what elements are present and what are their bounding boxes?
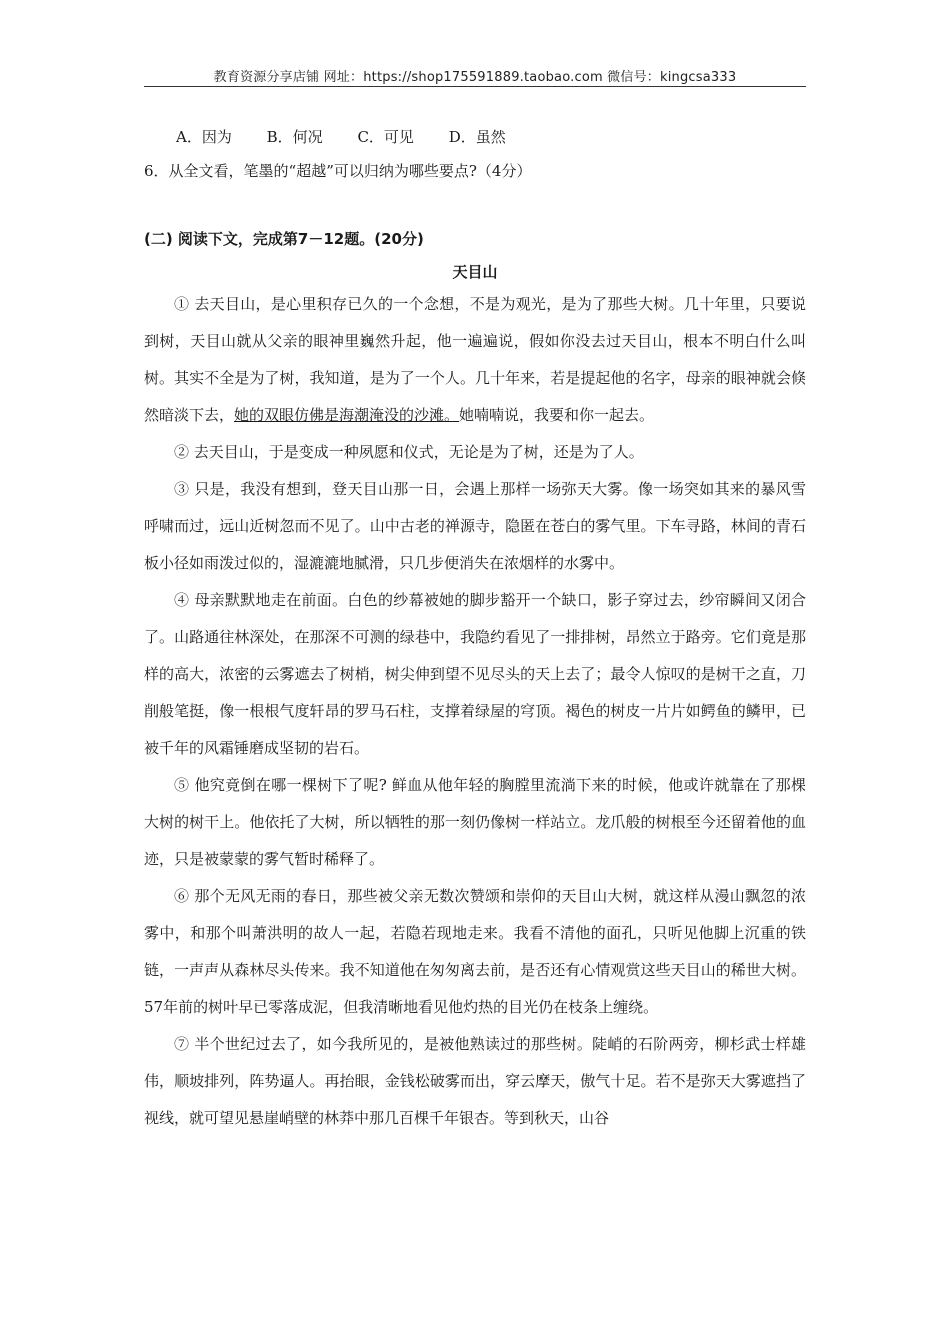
paragraph-6: ⑥ 那个无风无雨的春日，那些被父亲无数次赞颂和崇仰的天目山大树，就这样从漫山飘忽的浓雾中，和那个叫萧洪明的故人一起，若隐若现地走来。我看不清他的面孔，只听见他脚上沉重的铁链，一声声从森林尽头传来。我不知道他在匆匆离去前，是否还有心情观赏这些天目山的稀世大树。57年前的树叶早已零落成泥，但我清晰地看见他灼热的目光仍在枝条上缠绕。 bbox=[144, 887, 806, 1016]
option-b: B．何况 bbox=[266, 128, 323, 146]
paragraph-7: ⑦ 半个世纪过去了，如今我所见的，是被他熟读过的那些树。陡峭的石阶两旁，柳杉武士样雄伟，顺坡排列，阵势逼人。再抬眼，金钱松破雾而出，穿云摩天，傲气十足。若不是弥天大雾遮挡了视线，就可望见悬崖峭壁的林莽中那几百棵千年银杏。等到秋天，山谷 bbox=[144, 1035, 806, 1127]
paragraph-5: ⑤ 他究竟倒在哪一棵树下了呢? 鲜血从他年轻的胸膛里流淌下来的时候，他或许就靠在了那棵大树的树干上。他依托了大树，所以牺牲的那一刻仍像树一样站立。龙爪般的树根至今还留着他的血迹，只是被蒙蒙的雾气暂时稀释了。 bbox=[144, 776, 806, 868]
answer-options bbox=[176, 126, 536, 147]
option-c: C．可见 bbox=[357, 128, 414, 146]
page-header: 教育资源分享店铺 网址：https://shop175591889.taobao.com 微信号：kingcsa333 bbox=[213, 70, 737, 85]
question-6: 6．从全文看，笔墨的“超越”可以归纳为哪些要点?（4分） bbox=[144, 162, 532, 180]
paragraph-1: ① 去天目山，是心里积存已久的一个念想，不是为观光，是为了那些大树。几十年里，只要说到树，天目山就从父亲的眼神里巍然升起，他一遍遍说，假如你没去过天目山，根本不明白什么叫树。其实不全是为了树，我知道，是为了一个人。几十年来，若是提起他的名字，母亲的眼神就会倏然暗淡下去，她的双眼仿佛是海潮淹没的沙滩。她喃喃说，我要和你一起去。 bbox=[144, 295, 806, 424]
article-title: 天目山 bbox=[452, 263, 498, 281]
section-heading: (二) 阅读下文，完成第7－12题。(20分) bbox=[144, 230, 424, 248]
header-divider bbox=[144, 86, 806, 87]
underlined-sentence: 她的双眼仿佛是海潮淹没的沙滩。 bbox=[234, 406, 460, 424]
paragraph-2: ② 去天目山，于是变成一种夙愿和仪式，无论是为了树，还是为了人。 bbox=[174, 443, 644, 461]
article-body bbox=[144, 286, 806, 1137]
option-a: A．因为 bbox=[176, 128, 232, 146]
option-d: D．虽然 bbox=[448, 128, 506, 146]
paragraph-4: ④ 母亲默默地走在前面。白色的纱幕被她的脚步豁开一个缺口，影子穿过去，纱帘瞬间又闭合了。山路通往林深处，在那深不可测的绿巷中，我隐约看见了一排排树，昂然立于路旁。它们竟是那样的高大，浓密的云雾遮去了树梢，树尖伸到望不见尽头的天上去了；最令人惊叹的是树干之直，刀削般笔挺，像一根根气度轩昂的罗马石柱，支撑着绿屋的穹顶。褐色的树皮一片片如鳄鱼的鳞甲，已被千年的风霜锤磨成坚韧的岩石。 bbox=[144, 591, 806, 757]
paragraph-3: ③ 只是，我没有想到，登天目山那一日，会遇上那样一场弥天大雾。像一场突如其来的暴风雪呼啸而过，远山近树忽而不见了。山中古老的禅源寺，隐匿在苍白的雾气里。下车寻路，林间的青石板小径如雨泼过似的，湿漉漉地腻滑，只几步便消失在浓烟样的水雾中。 bbox=[144, 480, 806, 572]
